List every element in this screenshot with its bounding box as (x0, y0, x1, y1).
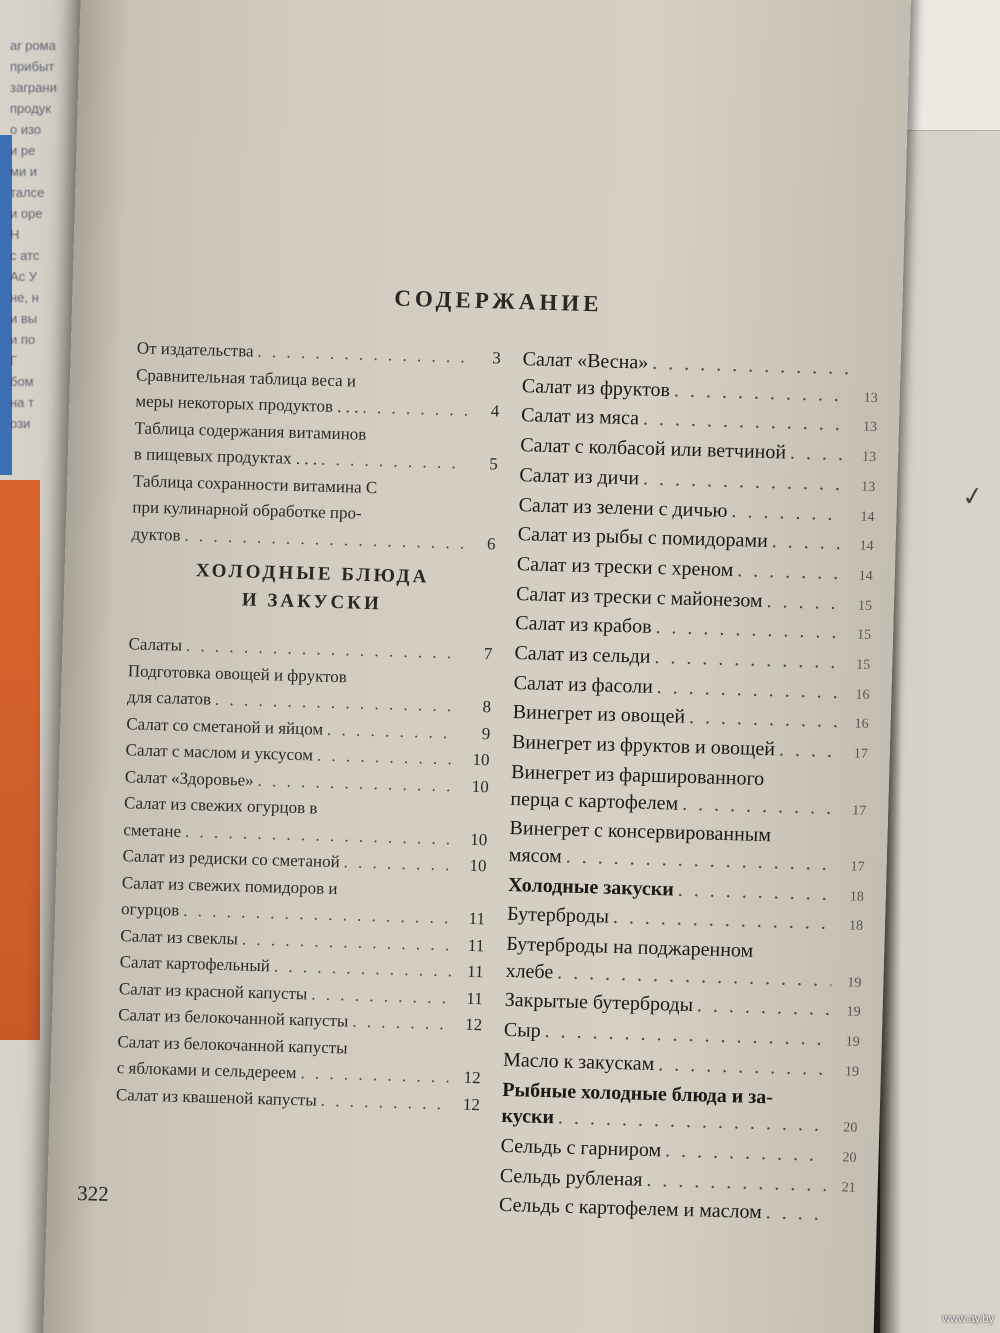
dot-leader (678, 876, 835, 907)
toc-entry-page: 17 (853, 746, 868, 763)
toc-entry-page: 17 (850, 859, 865, 875)
dot-leader (790, 440, 847, 468)
toc-entry-title: Салат из трески с майонезом (515, 582, 763, 612)
toc-entry-title: Салат из свежих помидоров и (121, 872, 338, 898)
toc-entry-page: 16 (855, 687, 870, 703)
toc-entry-continuation: в пищевых продуктах . . . (133, 444, 318, 469)
toc-entry-title: Сельдь с гарниром (500, 1134, 662, 1162)
toc-entry-title: Бутерброды (506, 903, 610, 929)
toc-entry-continuation: для салатов (126, 687, 212, 709)
left-entries-list (116, 631, 493, 1118)
dot-leader (779, 737, 839, 765)
toc-entry-title: Салат из фасоли (513, 671, 654, 698)
toc-entry-title: Салат из красной капусты (118, 978, 308, 1003)
toc-entry-title: Салат с колбасой или ветчиной (519, 434, 787, 464)
toc-entry-page: 15 (856, 627, 872, 644)
toc-entry-title: Салат из свежих огурцов в (123, 793, 318, 818)
toc-entry-title: Салат из зелени с дичью (518, 493, 728, 522)
toc-entry-page (829, 1220, 855, 1221)
dot-leader (665, 1137, 827, 1168)
right-paper-sheet (905, 0, 1000, 131)
toc-entry-continuation: мясом (508, 843, 563, 868)
dot-leader (352, 1009, 450, 1038)
toc-entry-page: 14 (860, 509, 875, 525)
section-heading (129, 547, 495, 641)
toc-entry-title: Салаты (128, 634, 183, 655)
toc-entry-title: Салат из квашеной капусты (115, 1084, 318, 1110)
toc-entry-page: 13 (861, 449, 877, 466)
toc-entry-continuation: сметане (123, 819, 182, 841)
toc-entry (508, 815, 865, 881)
toc-entry-continuation: огурцов (120, 899, 180, 920)
toc-entry-page: 6 (486, 533, 496, 553)
toc-entry-page: 20 (843, 1120, 858, 1137)
toc-entry-page: 7 (483, 644, 493, 664)
toc-entry-page: 19 (844, 1064, 860, 1080)
toc-entry-title: Салат из фруктов (521, 374, 671, 401)
toc-left-column (116, 335, 501, 1118)
front-matter-list (131, 335, 501, 557)
toc-entry-page: 11 (468, 908, 486, 929)
toc-entry (505, 931, 862, 997)
toc-entry-title: Сельдь с картофелем и маслом (498, 1194, 763, 1224)
toc-entry-page: 13 (862, 420, 878, 436)
toc-entry-continuation: с яблоками и сельдереем (116, 1058, 297, 1083)
toc-entry-page: 19 (845, 1034, 860, 1051)
dot-leader (656, 674, 839, 706)
toc-entry (131, 468, 497, 558)
toc-entry-title: Таблица содержания витаминов (134, 417, 367, 444)
toc-entry-title: Салат из трески с хреном (516, 553, 734, 582)
toc-entry-page: 18 (849, 889, 865, 905)
dot-leader (343, 849, 455, 879)
watermark: www.ay.by (942, 1313, 994, 1325)
toc-entry-title: Салат из редиски со сметаной (122, 846, 340, 872)
right-entries-list (499, 346, 879, 1229)
dot-leader (311, 981, 451, 1011)
toc-entry-page: 20 (842, 1150, 857, 1166)
toc-entry-page: 19 (847, 975, 862, 991)
toc-entry-continuation: куски (501, 1105, 555, 1129)
dot-leader (646, 1167, 826, 1199)
toc-entry-title: Салат из мяса (520, 404, 640, 430)
toc-entry-page: 11 (466, 961, 484, 982)
toc-entry-title: Салат из белокочанной капусты (117, 1031, 348, 1058)
dot-leader (317, 743, 458, 773)
toc-entry-page: 15 (856, 657, 871, 674)
toc-entry-title: Салат из рыбы с помидорами (517, 523, 769, 553)
toc-entry-title: Салат картофельный (119, 952, 271, 976)
toc-entry-continuation: при кулинарной обработке про- (132, 497, 362, 523)
toc-entry-page: 12 (463, 1067, 481, 1088)
dot-leader (327, 716, 459, 746)
toc-entry-page: 15 (857, 598, 873, 614)
dot-leader (321, 447, 466, 478)
dot-leader (682, 790, 837, 821)
toc-entry-title: От издательства (136, 338, 254, 361)
toc-entry-title: Закрытые бутерброды (504, 989, 694, 1017)
toc-entry-continuation: дуктов (131, 523, 181, 545)
toc-entry-title: Салат из белокочанной капусты (117, 1005, 349, 1031)
toc-right-column (499, 346, 879, 1229)
dot-leader (362, 395, 467, 424)
dot-leader (674, 377, 849, 409)
dot-leader (765, 1200, 825, 1228)
toc-entry-title: Бутерброды на поджаренном (506, 932, 754, 962)
toc-entry-title: Салат «Весна» (522, 348, 649, 374)
toc-entry-title: Холодные закуски (507, 873, 675, 901)
dot-leader (300, 1060, 449, 1091)
dot-leader (643, 465, 846, 497)
section-heading-line: И ЗАКУСКИ (241, 589, 383, 615)
toc-entry-page: 14 (858, 568, 873, 584)
toc-entry-page: 19 (846, 1004, 861, 1021)
toc-entry-title: Винегрет с консервированным (509, 817, 772, 847)
toc-entry-page: 11 (467, 935, 485, 955)
toc-entry-title: Масло к закускам (502, 1048, 655, 1075)
toc-entry-continuation: хлебе (505, 959, 554, 984)
toc-entry-title: Салат из сельди (514, 642, 651, 668)
toc-entry-page: 3 (491, 348, 501, 368)
toc-entry-title: Салат из свеклы (120, 925, 239, 948)
dot-leader (643, 406, 848, 438)
toc-entry-title: Винегрет из овощей (512, 701, 686, 729)
toc-entry-page: 13 (863, 390, 878, 406)
toc-entry-page: 21 (841, 1180, 856, 1196)
toc-entry-title: Салат из крабов (515, 612, 652, 639)
checkmark-icon: ✓ (960, 480, 986, 513)
section-heading-line: ХОЛОДНЫЕ БЛЮДА (195, 560, 430, 588)
toc-title: СОДЕРЖАНИЕ (394, 285, 603, 317)
dot-leader (689, 704, 839, 735)
toc-entry-title: Сельдь рубленая (499, 1164, 643, 1191)
toc-entry-page: 10 (469, 855, 487, 876)
toc-entry-title: Салат «Здоровье» (124, 766, 254, 790)
dot-leader (731, 498, 845, 528)
dot-leader (654, 644, 841, 676)
dot-leader (658, 1051, 829, 1082)
dot-leader (697, 993, 831, 1023)
toc-entry-page: 13 (861, 479, 876, 495)
toc-entry-title: Салат с маслом и уксусом (125, 740, 314, 765)
dot-leader (737, 557, 843, 587)
toc-entry-page: 10 (470, 829, 488, 849)
toc-entry-continuation: перца с картофелем (510, 787, 679, 815)
dot-leader (771, 528, 844, 557)
dot-leader (655, 614, 841, 646)
page-number: 322 (76, 1181, 110, 1206)
toc-entry (510, 759, 867, 825)
toc-entry-title: Винегрет из фруктов и овощей (511, 731, 776, 761)
toc-entry-page: 16 (854, 717, 869, 733)
toc-entry-title: Салат из дичи (519, 463, 640, 490)
toc-entry-page: 14 (859, 538, 874, 555)
dot-leader (766, 588, 842, 617)
dot-leader (613, 904, 834, 937)
toc-entry-title: Таблица сохранности витамина С (132, 470, 378, 497)
toc-entry-page: 18 (848, 918, 864, 935)
orange-cover-strip (0, 480, 40, 1040)
toc-entry-title: Винегрет из фаршированного (510, 760, 765, 790)
toc-entry-page: 4 (490, 401, 500, 421)
adjacent-page-text: ar рома прибыт заграни продук о изо и ре ми и талсе и оре Н с атс Ас У не, н и вы и по Г бом на т ози (10, 38, 57, 431)
toc-entry-page: 10 (471, 776, 490, 796)
toc-entry-title: Сравнительная таблица веса и (135, 364, 357, 391)
toc-entry-title: Салат со сметаной и яйцом (126, 713, 324, 739)
dot-leader (320, 1087, 448, 1117)
toc-entry-page: 10 (472, 749, 490, 770)
toc-entry-page: 9 (481, 723, 491, 743)
toc-entry-page: 12 (464, 1014, 483, 1035)
toc-entry-page: 17 (852, 803, 867, 819)
toc-entry-page: 11 (466, 988, 484, 1008)
toc-entry-page (852, 374, 878, 375)
toc-entry-page: 5 (488, 454, 499, 474)
toc-entry-page: 12 (462, 1094, 481, 1114)
toc-entry-title: Сыр (503, 1019, 542, 1043)
toc-entry-page: 8 (482, 697, 492, 717)
book-page (43, 0, 911, 1333)
toc-entry-title: Подготовка овощей и фруктов (127, 660, 348, 686)
toc-entry (501, 1076, 858, 1142)
toc-entry-title: Рыбные холодные блюда и за- (501, 1078, 774, 1109)
toc-entry-continuation: меры некоторых продуктов . . . (135, 391, 359, 417)
